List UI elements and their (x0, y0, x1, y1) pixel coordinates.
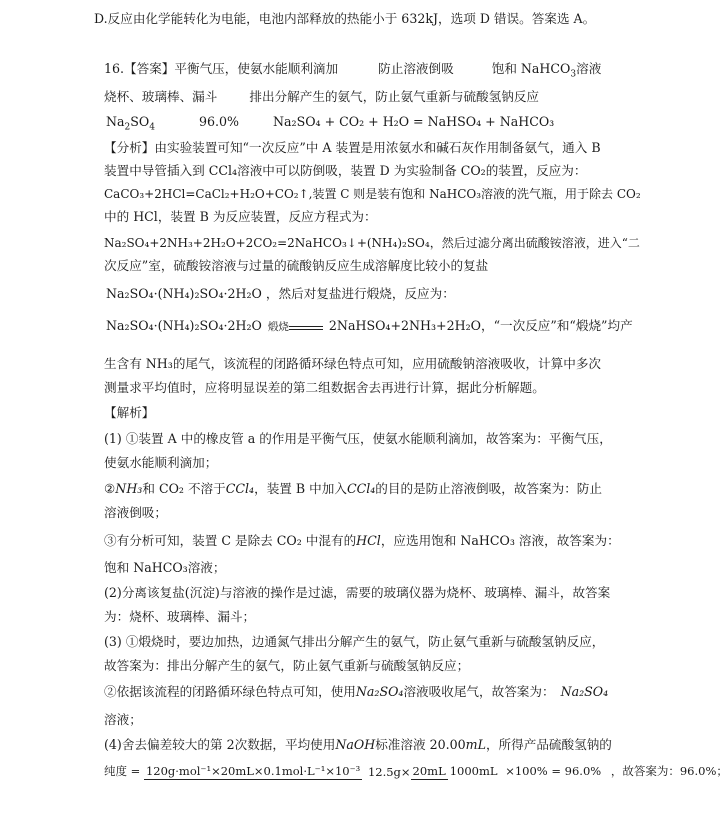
solution-line-7: (2)分离该复盐(沉淀)与溶液的操作是过滤，需要的玻璃仪器为烧杯、玻璃棒、漏斗，故答案 (104, 585, 611, 600)
solution-line-2: 使氨水能顺利滴加； (104, 455, 218, 470)
answer-part-2: 防止溶液倒吸 (378, 61, 454, 76)
answer-16-line2 (104, 89, 539, 105)
purity-formula-line (104, 762, 728, 780)
solution-line-8: 为：烧杯、玻璃棒、漏斗； (104, 609, 256, 624)
analysis-line-9: 生含有 NH₃的尾气，该流程的闭路循环绿色特点可知，应用硫酸钠溶液吸收，计算中多次 (104, 356, 602, 371)
purity-answer: ，故答案为：96.0%； (610, 764, 728, 778)
analysis-line-1: 【分析】由实验装置可知“一次反应”中 A 装置是用浓氨水和碱石灰作用制备氨气，通入 B (104, 140, 601, 155)
solution-line-6: 饱和 NaHCO₃溶液； (104, 560, 226, 575)
purity-fraction (144, 762, 502, 780)
analysis-line-4: 中的 HCl，装置 B 为反应装置，反应方程式为： (104, 209, 377, 224)
product-and-note: 2NaHSO₄+2NH₃+2H₂O，“一次反应”和“煅烧”均产 (328, 318, 633, 333)
answer-16-line3 (106, 114, 554, 136)
answer-part-5: 排出分解产生的氨气，防止氨气重新与硫酸氢钠反应 (249, 89, 540, 104)
analysis-line-3: CaCO₃+2HCl=CaCl₂+H₂O+CO₂↑,装置 C 则是装有饱和 NaHCO₃溶液的洗气瓶，用于除去 CO₂ (104, 187, 641, 201)
purity-result: ×100% = 96.0% (505, 764, 602, 778)
solution-line-5: ③有分析可知，装置 C 是除去 CO₂ 中混有的HCl，应选用饱和 NaHCO₃ 溶液，故答案为： (104, 533, 620, 548)
analysis-line-6: 次反应”室，硫酸铵溶液与过量的硫酸钠反应生成溶解度比较小的复盐 (104, 258, 489, 273)
double-salt-formula: Na₂SO₄·(NH₄)₂SO₄·2H₂O (106, 286, 262, 301)
answer-part-3: 饱和 NaHCO$_3$溶液 (491, 61, 602, 80)
calcination-intro: ，然后对复盐进行煅烧，反应为： (265, 286, 455, 301)
analysis-line-10: 测量求平均值时，应将明显误差的第二组数据舍去再进行计算，据此分析解题。 (104, 380, 545, 395)
purity-numerator: 120g·mol⁻¹×20mL×0.1mol·L⁻¹×10⁻³ (145, 763, 361, 778)
answer-part-8-equation: Na₂SO₄ + CO₂ + H₂O = NaHSO₄ + NaHCO₃ (273, 114, 555, 129)
line-option-d: D.反应由化学能转化为电能，电池内部释放的热能小于 632kJ，选项 D 错误。答案选 A。 (94, 11, 596, 26)
solution-heading: 【解析】 (104, 405, 155, 420)
purity-denominator: 12.5g× 20mL 1000mL (367, 764, 498, 779)
analysis-line-8 (106, 318, 633, 334)
solution-line-3: ②NH₃和 CO₂ 不溶于CCl₄，装置 B 中加入CCl₄的目的是防止溶液倒吸，故答案为：防止 (104, 481, 602, 496)
answer-part-7: 96.0% (198, 114, 239, 129)
solution-line-4: 溶液倒吸； (104, 505, 167, 520)
analysis-line-5: Na₂SO₄+2NH₃+2H₂O+2CO₂=2NaHCO₃↓+(NH₄)₂SO₄，然后过滤分离出硫酸铵溶液，进入“二 (104, 236, 640, 250)
answer-part-6: $Na_2SO_4$ (106, 114, 155, 133)
calcination-condition: 煅烧 (268, 318, 323, 334)
analysis-line-2: 装置中导管插入到 CCl₄溶液中可以防倒吸，装置 D 为实验制备 CO₂的装置，反应为： (104, 163, 587, 178)
solution-line-1: (1) ①装置 A 中的橡皮管 a 的作用是平衡气压，使氨水能顺利滴加，故答案为：平衡气压， (104, 431, 612, 446)
solution-line-12: 溶液； (104, 712, 142, 727)
solution-line-9: (3) ①煅烧时，要边加热，边通氮气排出分解产生的氨气，防止氨气重新与硫酸氢钠反应， (104, 634, 605, 649)
analysis-line-7 (106, 286, 455, 302)
answer-part-1: 16.【答案】平衡气压，使氨水能顺利滴加 (104, 61, 339, 76)
answer-part-4: 烧杯、玻璃棒、漏斗 (104, 89, 218, 104)
reactant-formula: Na₂SO₄·(NH₄)₂SO₄·2H₂O (106, 318, 262, 333)
solution-line-10: 故答案为：排出分解产生的氨气，防止氨气重新与硫酸氢钠反应； (104, 658, 470, 673)
purity-label: 纯度 = (104, 764, 141, 778)
solution-line-13: (4)舍去偏差较大的第 2次数据，平均使用NaOH标准溶液 20.00mL，所得产品硫酸氢钠的 (104, 737, 612, 752)
answer-16-line1 (104, 61, 601, 83)
solution-line-11: ②依据该流程的闭路循环绿色特点可知，使用Na₂SO₄溶液吸收尾气，故答案为： Na₂SO₄ (104, 684, 609, 699)
